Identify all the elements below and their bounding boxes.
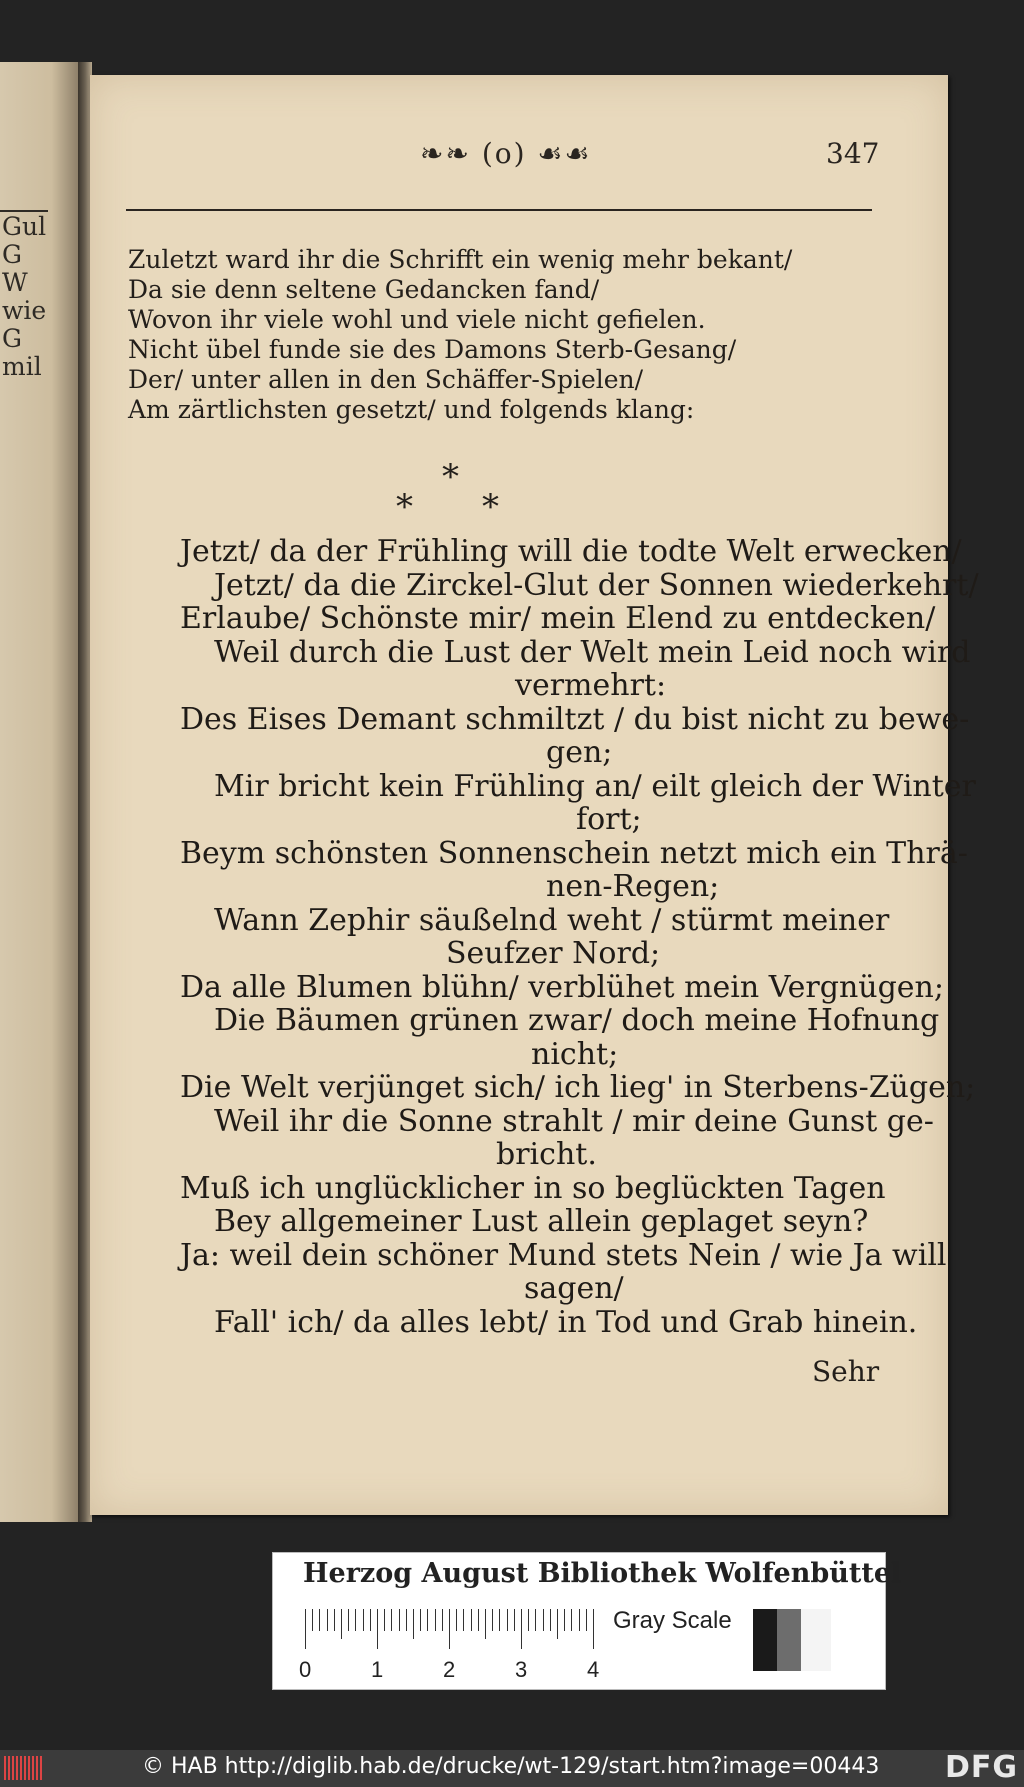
intro-line: Am zärtlichsten gesetzt/ und folgends klang: [128, 395, 695, 424]
poem-line: Wann Zephir säußelnd weht / stürmt meiner [214, 902, 890, 938]
section-stars [90, 457, 948, 527]
ruler-tick [420, 1609, 421, 1631]
poem-line: gen; [546, 735, 613, 770]
poem [90, 534, 979, 1340]
gray-swatch [801, 1609, 831, 1671]
ruler-tick [579, 1609, 580, 1631]
ruler-tick [521, 1609, 522, 1649]
ruler-tick [348, 1609, 349, 1631]
scale-ruler [299, 1605, 600, 1682]
ruler-tick [514, 1609, 515, 1631]
ruler-tick [507, 1609, 508, 1631]
poem-line: bricht. [496, 1137, 597, 1172]
poem-line: Ja: weil dein schöner Mund stets Nein / wie Ja will [180, 1237, 947, 1273]
poem-line: Die Bäumen grünen zwar/ doch meine Hofnung [214, 1003, 940, 1038]
intro-line: Der/ unter allen in den Schäffer-Spielen/ [128, 365, 644, 394]
ruler-tick [528, 1609, 529, 1631]
ruler-tick [456, 1609, 457, 1631]
intro-line: Da sie denn seltene Gedancken fand/ [128, 275, 600, 304]
ruler-tick [399, 1609, 400, 1631]
poem-line: vermehrt: [515, 668, 667, 703]
poem-line: Jetzt/ da die Zirckel-Glut der Sonnen wiederkehrt/ [214, 567, 979, 603]
ruler-tick [363, 1609, 364, 1631]
intro-line: Zuletzt ward ihr die Schrifft ein wenig mehr bekant/ [128, 245, 793, 274]
ruler-tick [449, 1609, 450, 1649]
poem-line: Muß ich unglücklicher in so beglückten Tagen [180, 1170, 886, 1206]
ruler-tick [557, 1609, 558, 1639]
ruler-tick [413, 1609, 414, 1639]
ruler-tick [485, 1609, 486, 1639]
ruler-number: 4 [587, 1657, 600, 1682]
copyright-url[interactable]: © HAB http://diglib.hab.de/drucke/wt-129/start.htm?image=00443 [142, 1754, 880, 1779]
ruler-tick [334, 1609, 335, 1631]
poem-line: nen-Regen; [546, 869, 720, 904]
ruler-tick [406, 1609, 407, 1631]
poem-line: Weil durch die Lust der Welt mein Leid noch wird [214, 634, 971, 670]
gray-swatch [777, 1609, 801, 1671]
poem-line: fort; [576, 802, 642, 837]
ruler-tick [499, 1609, 500, 1631]
ruler-tick [492, 1609, 493, 1631]
poem-line: Bey allgemeiner Lust allein geplaget seyn? [214, 1204, 869, 1239]
ruler-tick [355, 1609, 356, 1631]
poem-line: Des Eises Demant schmiltzt / du bist nicht zu bewe- [180, 701, 970, 737]
ruler-tick [463, 1609, 464, 1631]
poem-line: Fall' ich/ da alles lebt/ in Tod und Grab hinein. [214, 1304, 918, 1340]
poem-line: Erlaube/ Schönste mir/ mein Elend zu entdecken/ [180, 601, 936, 636]
ruler-tick [435, 1609, 436, 1631]
ruler-number: 3 [515, 1657, 528, 1682]
poem-line: Seufzer Nord; [446, 936, 661, 971]
page-header [90, 137, 948, 177]
header-ornament: ❧❧ (o) ☙☙ [420, 137, 592, 170]
header-rule [126, 209, 872, 211]
poem-line: Mir bricht kein Frühling an/ eilt gleich der Winter [214, 768, 976, 804]
ruler-tick [543, 1609, 544, 1631]
ruler-tick [370, 1609, 371, 1631]
gray-swatch [753, 1609, 777, 1671]
intro-paragraph [128, 245, 828, 425]
left-page-fragment: G [2, 324, 22, 353]
ruler-tick [377, 1609, 378, 1649]
ruler-tick [341, 1609, 342, 1639]
ruler-number: 2 [443, 1657, 456, 1682]
left-page-fragment: wie [2, 296, 46, 325]
poem-line: Die Welt verjünget sich/ ich lieg' in Sterbens-Zügen; [180, 1070, 976, 1105]
ruler-number: 1 [371, 1657, 384, 1682]
poem-line: Jetzt/ da der Frühling will die todte Welt erwecken/ [180, 534, 962, 569]
left-page-fragment: mil [2, 352, 42, 381]
intro-line: Nicht übel funde sie des Damons Sterb-Gesang/ [128, 335, 737, 364]
ruler-tick [571, 1609, 572, 1631]
ruler-tick [471, 1609, 472, 1631]
ruler-tick [319, 1609, 320, 1631]
star-right: * [482, 487, 499, 527]
library-name: Herzog August Bibliothek Wolfenbüttel [303, 1558, 902, 1589]
ruler-tick [593, 1609, 594, 1649]
ruler-tick [305, 1609, 306, 1649]
left-page-fragment: W [2, 268, 28, 297]
ruler-tick [550, 1609, 551, 1631]
ruler-tick [312, 1609, 313, 1631]
ruler-tick [535, 1609, 536, 1631]
left-page-fragment: G [2, 240, 22, 269]
ruler-tick [327, 1609, 328, 1631]
poem-line: Weil ihr die Sonne strahlt / mir deine Gunst ge- [214, 1103, 934, 1139]
poem-line: sagen/ [524, 1271, 624, 1306]
ruler-tick [384, 1609, 385, 1631]
ruler-tick [478, 1609, 479, 1631]
ruler-tick [427, 1609, 428, 1631]
left-page-edge [0, 62, 86, 1522]
page-number: 347 [826, 137, 880, 170]
poem-line: Da alle Blumen blühn/ verblühet mein Vergnügen; [180, 969, 944, 1005]
left-page-fragment: Gul [2, 212, 46, 241]
poem-line: nicht; [531, 1036, 619, 1072]
poem-line: Beym schönsten Sonnenschein netzt mich ein Thrä- [180, 835, 968, 871]
intro-line: Wovon ihr viele wohl und viele nicht gefielen. [128, 305, 706, 334]
ruler-tick [442, 1609, 443, 1631]
book-page [90, 75, 979, 1515]
color-target-card [272, 1552, 902, 1690]
ruler-tick [564, 1609, 565, 1631]
gray-scale-label: Gray Scale [613, 1607, 732, 1634]
hab-logo-icon [4, 1756, 44, 1780]
dfg-logo: DFG [944, 1750, 1018, 1785]
ruler-number: 0 [299, 1657, 312, 1682]
star-left: * [396, 487, 413, 527]
ruler-tick [391, 1609, 392, 1631]
footer-bar [0, 1750, 1024, 1787]
catchword: Sehr [812, 1355, 880, 1388]
ruler-tick [586, 1609, 587, 1631]
star-top: * [442, 457, 459, 497]
